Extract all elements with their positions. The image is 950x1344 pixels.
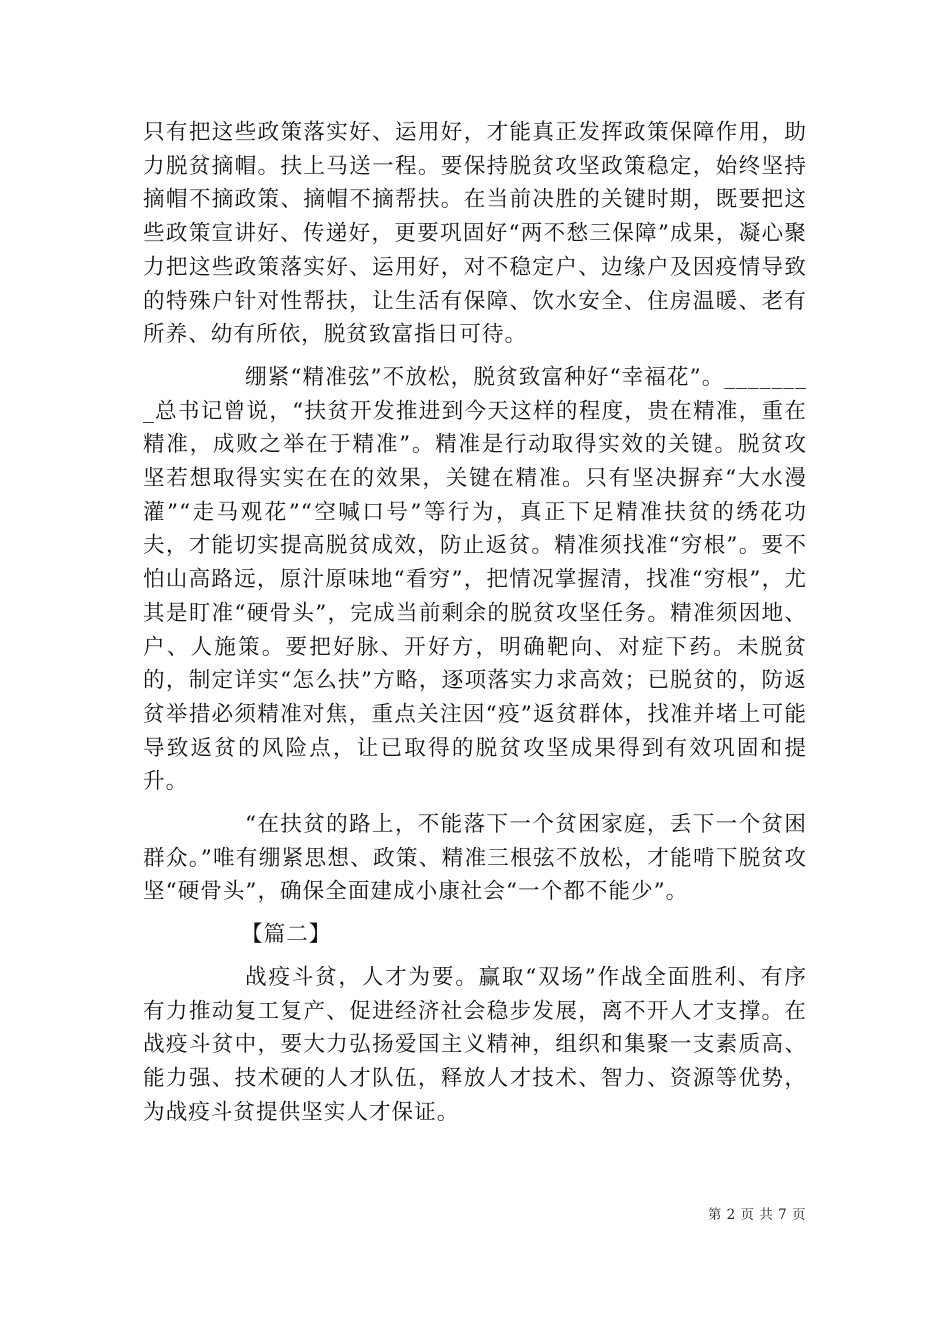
paragraph-precision: 绷紧“精准弦”不放松，脱贫致富种好“幸福花”。________总书记曾说，“扶贫开发推进到今天这样的程度，贵在精准，重在精准，成败之举在于精准”。精准是行动取得实效的关键。脱贫攻坚若想取得实实在在的效果，关键在精准。只有坚决摒弃“大水漫灌”“走马观花”“空喊口号”等行为，真正下足精准扶贫的绣花功夫，才能切实提高脱贫成效，防止返贫。精准须找准“穷根”。要不怕山高路远，原汁原味地“看穷”，把情况掌握清，找准“穷根”，尤其是盯准“硬骨头”，完成当前剩余的脱贫攻坚任务。精准须因地、户、人施策。要把好脉、开好方，明确靶向、对症下药。未脱贫的，制定详实“怎么扶”方略，逐项落实力求高效；已脱贫的，防返贫举措必须精准对焦，重点关注因“疫”返贫群体，找准并堵上可能导致返贫的风险点，让已取得的脱贫攻坚成果得到有效巩固和提升。 [143, 364, 807, 795]
section-heading-part-two: 【篇二】 [241, 922, 332, 948]
document-body [143, 116, 807, 1138]
page-number-footer: 第 2 页 共 7 页 [707, 1207, 806, 1223]
paragraph-no-one-left-behind: “在扶贫的路上，不能落下一个贫困家庭，丢下一个贫困群众。”唯有绷紧思想、政策、精准三根弦不放松，才能啃下脱贫攻坚“硬骨头”，确保全面建成小康社会“一个都不能少”。 [143, 812, 807, 905]
paragraph-talent: 战疫斗贫，人才为要。赢取“双场”作战全面胜利、有序有力推动复工复产、促进经济社会稳步发展，离不开人才支撑。在战疫斗贫中，要大力弘扬爱国主义精神，组织和集聚一支素质高、能力强、技术硬的人才队伍，释放人才技术、智力、资源等优势，为战疫斗贫提供坚实人才保证。 [143, 964, 807, 1125]
paragraph-policy-implementation: 只有把这些政策落实好、运用好，才能真正发挥政策保障作用，助力脱贫摘帽。扶上马送一程。要保持脱贫攻坚政策稳定，始终坚持摘帽不摘政策、摘帽不摘帮扶。在当前决胜的关键时期，既要把这些政策宣讲好、传递好，更要巩固好“两不愁三保障”成果，凝心聚力把这些政策落实好、运用好，对不稳定户、边缘户及因疫情导致的特殊户针对性帮扶，让生活有保障、饮水安全、住房温暖、老有所养、幼有所依，脱贫致富指日可待。 [143, 120, 807, 348]
